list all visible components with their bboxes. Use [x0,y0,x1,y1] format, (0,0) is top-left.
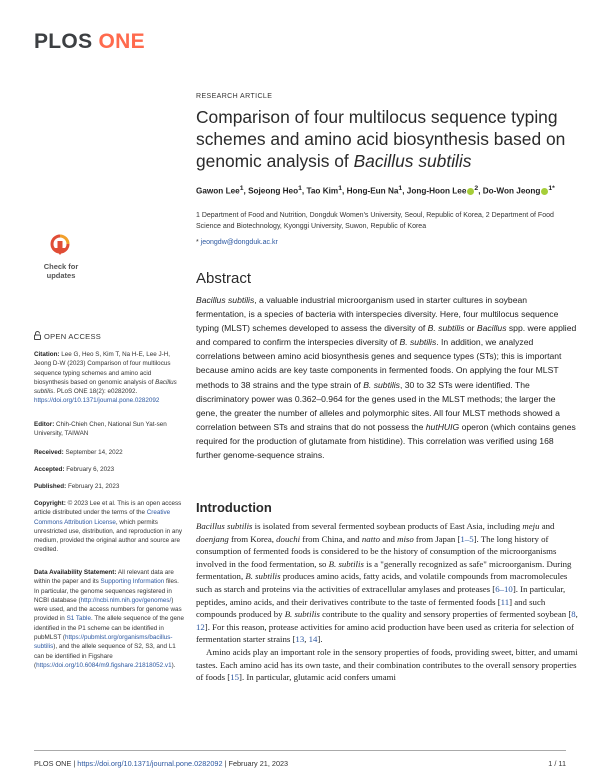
author-1[interactable]: Gawon Lee [196,186,240,196]
italic-term: Bacillus [476,323,507,334]
abstract-segment: operon (which contains genes required for the production of glutamate from histidine). This correlation was verified using 168 further genome-sequence strains. [196,421,576,461]
intro-segment: contribute to the quality and sensory properties of fermented soybean [ [319,609,572,620]
citation-label: Citation: [34,351,60,358]
editor-block [34,420,184,439]
italic-term: B. subtilis [245,571,281,582]
received-date: September 14, 2022 [65,449,123,456]
author-4-affil: 1 [398,185,403,192]
license-link[interactable]: Creative Commons Attribution License [34,509,171,526]
footer-date: February 21, 2023 [228,759,289,768]
italic-term: natto [361,533,380,544]
editor-text: Chih-Chieh Chen, National Sun Yat-sen University, TAIWAN [34,421,167,438]
page-number: 1 / 11 [548,759,566,768]
italic-term: B. subtilis [328,558,364,569]
italic-term: B. subtilis [363,379,400,390]
intro-segment: is a "generally recognized as safe" microorganism. During fermentation, [196,558,572,582]
intro-segment: produces amino acids, fatty acids, and volatile compounds from macromolecules such as starch and proteins via the activities of extracellular amylases and proteases [ [196,571,568,594]
badge-label [34,262,88,280]
data-availability-text: ) were used, and the access numbers for genome was provided in [34,596,182,623]
intro-segment: ]. [317,634,323,645]
italic-term: B. subtilis [399,337,437,348]
accepted-block [34,465,184,474]
reference-link[interactable]: 15 [230,672,240,683]
page-footer [34,759,566,768]
accepted-date: February 6, 2023 [66,466,115,473]
intro-segment: ]. The long history of consumption of fermented foods is considered to be the history of consumption of the microorganisms involved in the food fermentation, so [196,533,557,569]
data-availability-text: All relevant data are within the paper and its [34,569,174,586]
copyright-block [34,499,184,555]
badge-line-2: updates [46,271,76,280]
copyright-text-2: , which permits unrestricted use, distribution, and reproduction in any medium, provided the original author and source are credited. [34,518,183,554]
logo-one: ONE [98,30,145,53]
data-availability-text: ), and the allele sequence of S2, S3, and L1 can be identified in Figshare ( [34,643,176,669]
title-italic: Bacillus subtilis [353,151,472,171]
footer-doi-link[interactable]: https://doi.org/10.1371/journal.pone.0282092 [77,759,223,768]
abstract-segment: , a valuable industrial microorganism used in starter cultures in soybean fermentation, is a species of bacteria with interspecies diversity. Here, four multilocus sequence typing (MLST) schemes developed to assess the diversity of [196,295,559,334]
published-date: February 21, 2023 [67,483,120,490]
reference-link[interactable]: 11 [500,596,510,607]
abstract-segment: spp. were applied and compared to confirm the interspecies diversity of [196,323,577,348]
badge-line-1: Check for [43,262,79,271]
published-label: Published: [34,483,67,490]
italic-term: B. subtilis [284,609,320,620]
italic-term: doenjang [196,533,229,544]
abstract-segment: . In addition, we analyzed correlations between amino acid biosynthesis genes and sequence types (STs); this is important because amino acids are key taste components in fermented foods. On applying the four MLST methods to 38 strains and the type strain of [196,337,562,390]
received-block [34,448,184,457]
data-availability-block [34,568,184,670]
pubmlst-link[interactable]: https://pubmlst.org/organisms/bacillus-subtilis [34,634,173,651]
copyright-text: © 2023 Lee et al. This is an open access article distributed under the terms of the [34,500,182,517]
author-2-affil: 1 [298,185,302,192]
article-title [196,106,576,172]
published-block [34,482,184,491]
intro-segment: from Korea, [228,533,277,544]
open-access-label [34,331,101,341]
abstract-text [196,293,579,462]
abstract-segment: , 30 to 32 STs were identified. The discriminatory power was 0.362–0.964 for the genes used in the MLST methods; the larger the gene, the greater the number of alleles and polymorphic sites. All four MLST methods showed a correlation between STs and strains that do not possess the [196,379,560,432]
italic-term: hutHUIG [425,421,460,432]
citation-text: Lee G, Heo S, Kim T, Na H-E, Lee J-H, Jeong D-W (2023) Comparison of four multilocus sequence typing schemes and amino acid biosynthesis based on genomic analysis of [34,351,171,386]
received-label: Received: [34,449,64,456]
intro-segment: ]. For this reason, protease activities for amino acid production have been used as criteria for selection of fermentation starter strains [ [196,621,574,645]
data-availability-text: ). [171,661,176,669]
open-lock-icon [34,331,41,340]
accepted-label: Accepted: [34,466,65,473]
intro-segment: , [575,609,578,620]
footer-separator: | [224,759,229,768]
intro-segment: is isolated from several fermented soybean products of East Asia, including [252,521,523,531]
citation-italic: Bacillus subtilis [34,378,177,396]
copyright-label: Copyright: [34,500,66,507]
reference-link[interactable]: 12 [196,621,205,632]
data-availability-label: Data Availability Statement: [34,569,117,576]
italic-term: Bacillus subtilis [196,295,255,305]
author-4[interactable]: Hong-Eun Na [346,186,399,196]
citation-block [34,350,184,406]
open-access-text: OPEN ACCESS [44,332,102,341]
corresponding-email [196,239,278,246]
s1-table-link[interactable]: S1 Table [66,615,91,623]
italic-term: B. subtilis [427,323,465,334]
logo-plos: PLOS [34,30,93,53]
reference-link[interactable]: 13 [295,634,305,645]
data-availability-text: . The allele sequence of the gene identified in the P1 scheme can be identified in pubMLST ( [34,615,184,642]
intro-paragraph-2 [196,646,579,684]
affiliations: 1 Department of Food and Nutrition, Dongduk Women's University, Seoul, Republic of Korea, 2 Department of Food Science and Biotechnology, Kyonggi University, Suwon, Republic of Korea [196,212,554,230]
article-type: RESEARCH ARTICLE [196,93,273,100]
footer-divider [34,750,566,751]
intro-segment: Amino acids play an important role in the sensory properties of foods, providing sweet, bitter, and umami tastes. Each amino acid has its own taste, and their combination contributes to the overall sensory properties of foods [ [196,646,578,683]
data-availability-text: files. In particular, the genome sequences registered in NCBI database ( [34,578,179,604]
author-3[interactable]: Tao Kim [306,186,339,196]
check-for-updates-icon [50,234,70,258]
intro-paragraph-1 [196,520,579,646]
ncbi-link[interactable]: http://ncbi.nlm.nih.gov/genomes/ [80,596,172,604]
intro-segment: and [380,533,398,544]
author-1-affil: 1 [239,185,244,192]
footer-journal: PLOS ONE [34,759,72,768]
italic-term: miso [397,533,414,544]
figshare-link[interactable]: https://doi.org/10.6084/m9.figshare.21818052.v1 [36,661,172,669]
intro-segment: from Japan [ [413,533,461,544]
citation-text-2: . PLoS ONE 18(2): e0282092. [53,388,138,396]
email-mark: * [196,239,201,246]
check-for-updates-badge[interactable] [34,234,88,284]
footer-separator: | [71,759,78,768]
abstract-heading: Abstract [196,270,252,287]
reference-link[interactable]: 6–10 [495,583,513,594]
intro-segment: ]. In particular, peptides, amino acids, and their derivatives contribute to the taste of fermented foods [ [196,583,566,607]
author-5[interactable]: Jong-Hoon Lee [406,186,467,196]
intro-segment: ] and such compounds produced by [196,596,546,620]
author-3-affil: 1 [338,185,342,192]
italic-term: meju [522,521,540,531]
introduction-heading: Introduction [196,500,272,515]
author-6[interactable]: Do-Won Jeong [482,186,541,196]
citation-doi-link[interactable]: https://doi.org/10.1371/journal.pone.0282092 [34,397,160,405]
reference-link[interactable]: 1–5 [460,533,474,544]
introduction-body [196,520,579,684]
editor-label: Editor: [34,421,55,428]
title-main: Comparison of four multilocus sequence typing schemes and amino acid biosynthesis based on genomic analysis of [196,107,566,171]
abstract-segment: or [464,323,477,334]
intro-segment: , [304,634,309,645]
intro-segment: from China, and [300,533,362,544]
supporting-info-link[interactable]: Supporting Information [100,578,165,586]
italic-term: douchi [276,533,301,544]
italic-term: Bacillus subtilis [196,521,253,531]
reference-link[interactable]: 14 [308,634,318,645]
author-2[interactable]: Sojeong Heo [248,186,299,196]
reference-link[interactable]: 8 [571,609,576,620]
author-5-affil: 2 [474,185,479,192]
intro-segment: ]. In particular, glutamic acid confers umami [239,672,396,683]
journal-logo[interactable] [34,30,145,54]
author-list: Gawon Lee$^1$, Sojeong Heo$^1$, Tao Kim$^1$, Hong-Eun Na$^1$, Jong-Hoon Lee $^2$, Do-Won Jeong $^{1*}$ [196,185,555,196]
author-6-affil: 1* [548,185,555,192]
email-link[interactable]: jeongdw@dongduk.ac.kr [200,239,278,246]
intro-segment: and [539,521,555,531]
